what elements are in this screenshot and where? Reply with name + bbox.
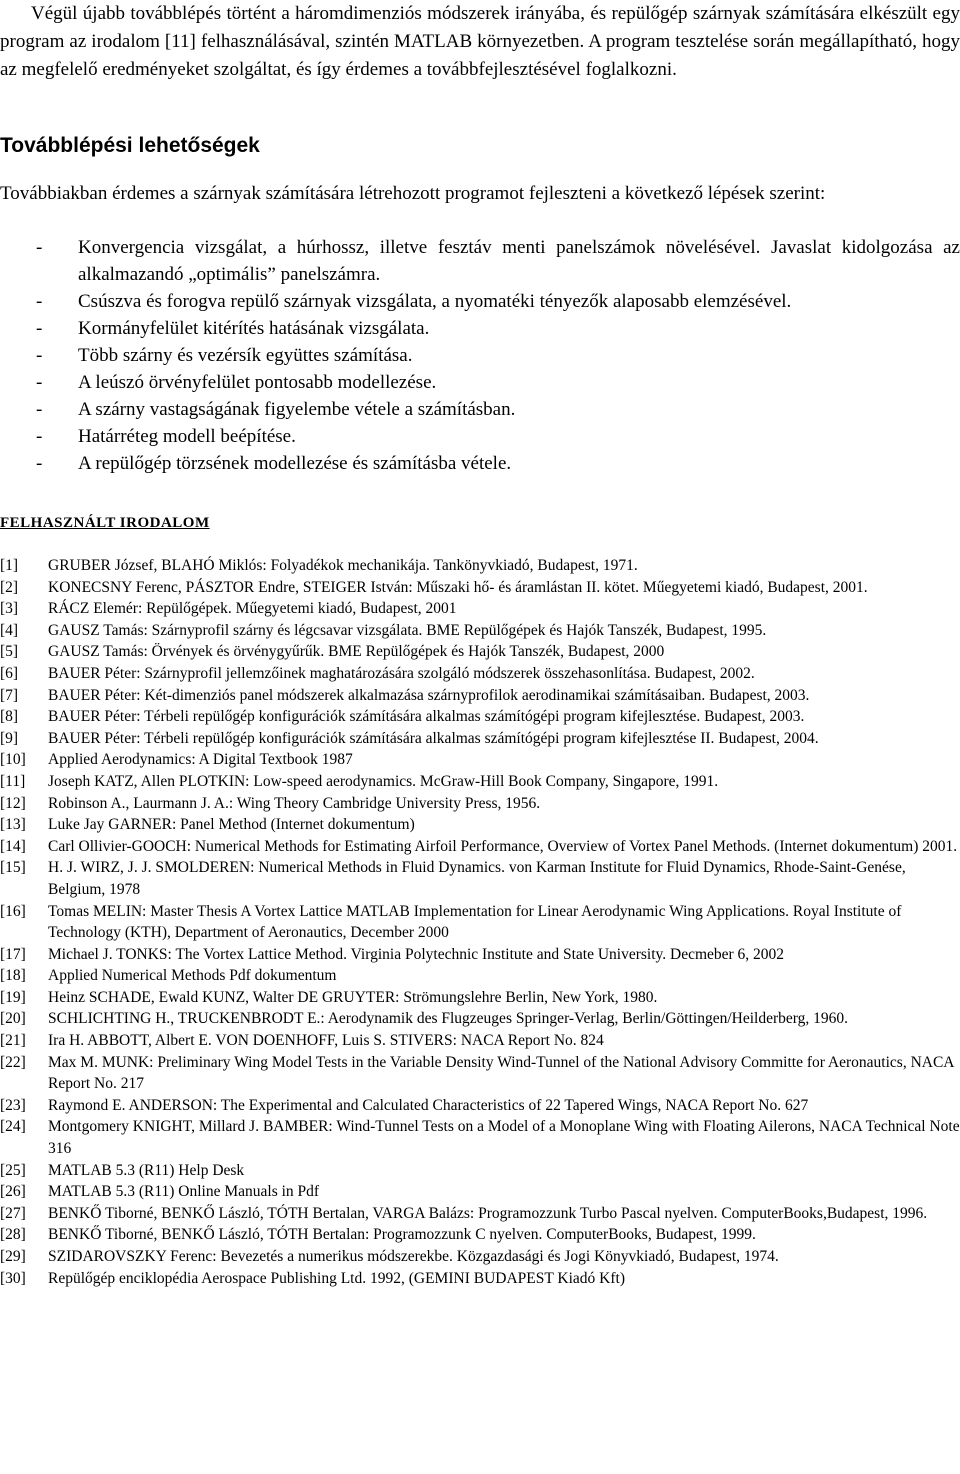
reference-item: [8] BAUER Péter: Térbeli repülőgép konfigurációk számítására alkalmas számítógépi program kifejlesztése. Budapest, 2003. [0,708,805,726]
reference-item: [7] BAUER Péter: Két-dimenziós panel módszerek alkalmazása szárnyprofilok aerodinamikai számításaiban. Budapest, 2003. [0,686,810,704]
reference-item: [2] KONECSNY Ferenc, PÁSZTOR Endre, STEIGER István: Műszaki hő- és áramlástan II. kötet. Műegyetemi kiadó, Budapest, 2001. [0,578,868,596]
reference-item: [12] Robinson A., Laurmann J. A.: Wing Theory Cambridge University Press, 1956. [0,794,541,812]
reference-item: [24] Montgomery KNIGHT, Millard J. BAMBER: Wind-Tunnel Tests on a Model of a Monoplane Wing with Floating Ailerons, NACA Technical Note 316 [0,1118,960,1158]
references-title: FELHASZNÁLT IRODALOM [0,515,210,531]
reference-item: [3] RÁCZ Elemér: Repülőgépek. Műegyetemi kiadó, Budapest, 2001 [0,600,457,618]
reference-item: [25] MATLAB 5.3 (R11) Help Desk [0,1161,245,1179]
reference-item: [1] GRUBER József, BLAHÓ Miklós: Folyadékok mechanikája. Tankönyvkiadó, Budapest, 1971. [0,557,638,574]
reference-item: [13] Luke Jay GARNER: Panel Method (Internet dokumentum) [0,816,415,834]
reference-item: [26] MATLAB 5.3 (R11) Online Manuals in Pdf [0,1183,320,1201]
references-list [0,555,960,1289]
reference-item: [20] SCHLICHTING H., TRUCKENBRODT E.: Aerodynamik des Flugzeuges Springer-Verlag, Berlin/Göttingen/Heilderberg, 1960. [0,1010,848,1028]
reference-item: [4] GAUSZ Tamás: Szárnyprofil szárny és légcsavar vizsgálata. BME Repülőgépek és Hajók Tanszék, Budapest, 1995. [0,621,767,639]
list-item: - A szárny vastagságának figyelembe vétele a számításban. [36,399,516,420]
reference-item: [15] H. J. WIRZ, J. J. SMOLDEREN: Numerical Methods in Fluid Dynamics. von Karman Institute for Fluid Dynamics, Rhode-Saint-Genése, Belgium, 1978 [0,859,906,898]
list-item: - Határréteg modell beépítése. [36,426,296,447]
section-lead: Továbbiakban érdemes a szárnyak számítására létrehozott programot fejleszteni a következő lépések szerint: [0,183,826,204]
reference-item: [30] Repülőgép enciklopédia Aerospace Publishing Ltd. 1992, (GEMINI BUDAPEST Kiadó Kft) [0,1269,626,1287]
improvement-list [0,234,960,477]
list-item: - Csúszva és forogva repülő szárnyak vizsgálata, a nyomatéki tényezők alaposabb elemzésével. [36,291,792,312]
reference-item: [16] Tomas MELIN: Master Thesis A Vortex Lattice MATLAB Implementation for Linear Aerodynamic Wing Applications. Royal Institute of Technology (KTH), Department of Aeronautics, December 2000 [0,902,902,942]
reference-item: [22] Max M. MUNK: Preliminary Wing Model Tests in the Variable Density Wind-Tunnel of the National Advisory Committe for Aeronautics, NACA Report No. 217 [0,1053,954,1093]
reference-item: [29] SZIDAROVSZKY Ferenc: Bevezetés a numerikus módszerekbe. Közgazdasági és Jogi Könyvkiadó, Budapest, 1974. [0,1248,779,1265]
reference-item: [10] Applied Aerodynamics: A Digital Textbook 1987 [0,751,353,769]
reference-item: [11] Joseph KATZ, Allen PLOTKIN: Low-speed aerodynamics. McGraw-Hill Book Company, Singapore, 1991. [0,772,719,790]
list-item: - Kormányfelület kitérítés hatásának vizsgálata. [36,318,430,339]
reference-item: [9] BAUER Péter: Térbeli repülőgép konfigurációk számítására alkalmas számítógépi program kifejlesztése II. Budapest, 2004. [0,729,819,747]
reference-item: [19] Heinz SCHADE, Ewald KUNZ, Walter DE GRUYTER: Strömungslehre Berlin, New York, 1980. [0,988,658,1006]
intro-paragraph [0,0,960,84]
reference-item: [21] Ira H. ABBOTT, Albert E. VON DOENHOFF, Luis S. STIVERS: NACA Report No. 824 [0,1032,604,1050]
reference-item: [18] Applied Numerical Methods Pdf dokumentum [0,967,337,985]
reference-item: [23] Raymond E. ANDERSON: The Experimental and Calculated Characteristics of 22 Tapered Wings, NACA Report No. 627 [0,1096,809,1114]
reference-item: [28] BENKŐ Tiborné, BENKŐ László, TÓTH Bertalan: Programozzunk C nyelven. ComputerBooks, Budapest, 1999. [0,1226,756,1244]
reference-item: [27] BENKŐ Tiborné, BENKŐ László, TÓTH Bertalan, VARGA Balázs: Programozzunk Turbo Pascal nyelven. ComputerBooks,Budapest, 1996. [0,1204,928,1222]
list-item: - Több szárny és vezérsík együttes számítása. [36,345,413,366]
reference-item: [5] GAUSZ Tamás: Örvények és örvénygyűrűk. BME Repülőgépek és Hajók Tanszék, Budapest, 2000 [0,643,665,661]
reference-item: [14] Carl Ollivier-GOOCH: Numerical Methods for Estimating Airfoil Performance, Overview of Vortex Panel Methods. (Internet dokumentum) 2001. [0,837,958,855]
section-title: Továbblépési lehetőségek [0,134,260,157]
list-item: - A leúszó örvényfelület pontosabb modellezése. [36,372,437,393]
intro-text: Végül újabb továbblépés történt a háromdimenziós módszerek irányába, és repülőgép szárnyak számítására elkészült egy program az irodalom [11] felhasználásával, szintén MATLAB környezetben. A program tesztelése során megállapítható, hogy az megfelelő eredményeket szolgáltat, és így érdemes a továbbfejlesztésével foglalkozni. [0,3,960,80]
list-item: - A repülőgép törzsének modellezése és számításba vétele. [36,453,512,474]
list-item: - Konvergencia vizsgálat, a húrhossz, illetve fesztáv menti panelszámok növelésével. Javaslat kidolgozása az alkalmazandó „optimális” panelszámra. [36,237,960,285]
reference-item: [6] BAUER Péter: Szárnyprofil jellemzőinek maghatározására szolgáló módszerek összehasonlítása. Budapest, 2002. [0,664,755,682]
reference-item: [17] Michael J. TONKS: The Vortex Lattice Method. Virginia Polytechnic Institute and State University. Decmeber 6, 2002 [0,945,785,963]
